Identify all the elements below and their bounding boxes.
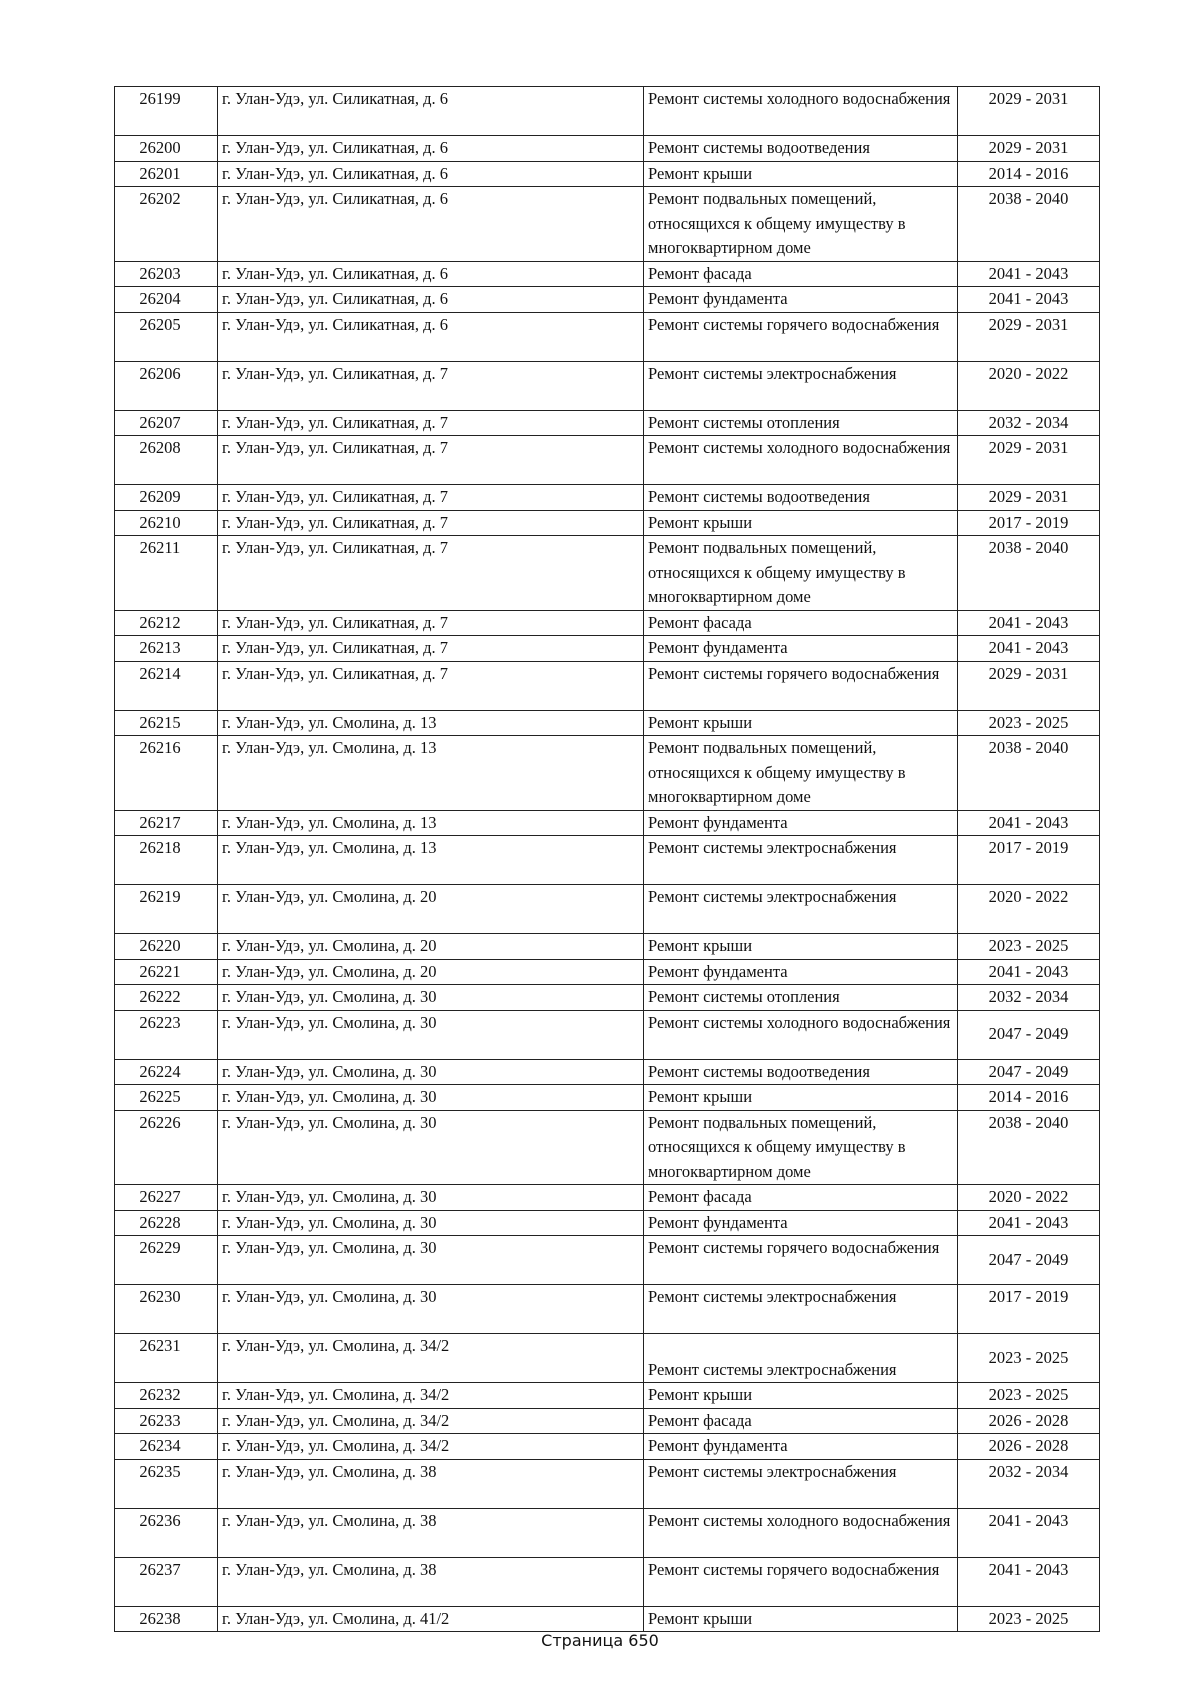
row-work-type: Ремонт системы холодного водоснабжения <box>644 1010 958 1059</box>
row-work-type: Ремонт системы холодного водоснабжения <box>644 436 958 485</box>
row-address: г. Улан-Удэ, ул. Смолина, д. 34/2 <box>218 1383 644 1409</box>
row-work-type: Ремонт фундамента <box>644 287 958 313</box>
row-number: 26215 <box>115 710 218 736</box>
row-number: 26201 <box>115 161 218 187</box>
row-work-type: Ремонт подвальных помещений, относящихся к общему имуществу в многоквартирном доме <box>644 536 958 611</box>
row-number: 26237 <box>115 1557 218 1606</box>
row-address: г. Улан-Удэ, ул. Смолина, д. 20 <box>218 959 644 985</box>
row-period: 2029 - 2031 <box>958 661 1100 710</box>
table-row <box>115 1508 1100 1557</box>
row-number: 26230 <box>115 1285 218 1334</box>
table-row <box>115 1110 1100 1185</box>
row-address: г. Улан-Удэ, ул. Силикатная, д. 7 <box>218 485 644 511</box>
row-work-type: Ремонт подвальных помещений, относящихся к общему имуществу в многоквартирном доме <box>644 187 958 262</box>
table-row <box>115 810 1100 836</box>
table-row <box>115 610 1100 636</box>
table-row <box>115 661 1100 710</box>
row-number: 26224 <box>115 1059 218 1085</box>
table-row <box>115 1334 1100 1383</box>
table-row <box>115 1285 1100 1334</box>
row-period: 2017 - 2019 <box>958 1285 1100 1334</box>
row-address: г. Улан-Удэ, ул. Силикатная, д. 6 <box>218 312 644 361</box>
row-period: 2023 - 2025 <box>958 1334 1100 1383</box>
row-number: 26234 <box>115 1434 218 1460</box>
row-period: 2029 - 2031 <box>958 436 1100 485</box>
row-period: 2023 - 2025 <box>958 1606 1100 1632</box>
row-number: 26226 <box>115 1110 218 1185</box>
row-period: 2032 - 2034 <box>958 1459 1100 1508</box>
row-number: 26229 <box>115 1236 218 1285</box>
row-period: 2047 - 2049 <box>958 1236 1100 1285</box>
row-number: 26236 <box>115 1508 218 1557</box>
page-number: Страница 650 <box>541 1631 659 1650</box>
table-row <box>115 361 1100 410</box>
row-number: 26207 <box>115 410 218 436</box>
row-period: 2041 - 2043 <box>958 636 1100 662</box>
row-number: 26218 <box>115 836 218 885</box>
row-address: г. Улан-Удэ, ул. Смолина, д. 13 <box>218 710 644 736</box>
row-address: г. Улан-Удэ, ул. Смолина, д. 30 <box>218 1236 644 1285</box>
row-period: 2029 - 2031 <box>958 136 1100 162</box>
table-row <box>115 410 1100 436</box>
row-period: 2041 - 2043 <box>958 1210 1100 1236</box>
row-address: г. Улан-Удэ, ул. Смолина, д. 20 <box>218 885 644 934</box>
row-period: 2020 - 2022 <box>958 885 1100 934</box>
row-address: г. Улан-Удэ, ул. Силикатная, д. 7 <box>218 410 644 436</box>
row-period: 2047 - 2049 <box>958 1059 1100 1085</box>
row-address: г. Улан-Удэ, ул. Смолина, д. 34/2 <box>218 1434 644 1460</box>
table-row <box>115 1434 1100 1460</box>
row-address: г. Улан-Удэ, ул. Смолина, д. 30 <box>218 1210 644 1236</box>
row-period: 2047 - 2049 <box>958 1010 1100 1059</box>
row-period: 2041 - 2043 <box>958 1508 1100 1557</box>
row-address: г. Улан-Удэ, ул. Смолина, д. 38 <box>218 1508 644 1557</box>
table-row <box>115 1210 1100 1236</box>
row-address: г. Улан-Удэ, ул. Смолина, д. 13 <box>218 836 644 885</box>
row-number: 26225 <box>115 1085 218 1111</box>
row-address: г. Улан-Удэ, ул. Смолина, д. 34/2 <box>218 1408 644 1434</box>
row-work-type: Ремонт системы электроснабжения <box>644 361 958 410</box>
row-number: 26199 <box>115 87 218 136</box>
table-row <box>115 1606 1100 1632</box>
table-row <box>115 1059 1100 1085</box>
row-work-type: Ремонт фасада <box>644 610 958 636</box>
row-number: 26216 <box>115 736 218 811</box>
row-work-type: Ремонт фундамента <box>644 810 958 836</box>
row-number: 26202 <box>115 187 218 262</box>
row-period: 2041 - 2043 <box>958 959 1100 985</box>
row-work-type: Ремонт фасада <box>644 1408 958 1434</box>
row-work-type: Ремонт фундамента <box>644 1434 958 1460</box>
table-row <box>115 1557 1100 1606</box>
table-row <box>115 87 1100 136</box>
row-period: 2032 - 2034 <box>958 985 1100 1011</box>
row-address: г. Улан-Удэ, ул. Силикатная, д. 6 <box>218 161 644 187</box>
row-address: г. Улан-Удэ, ул. Силикатная, д. 6 <box>218 136 644 162</box>
row-period: 2014 - 2016 <box>958 1085 1100 1111</box>
row-address: г. Улан-Удэ, ул. Смолина, д. 30 <box>218 985 644 1011</box>
row-work-type: Ремонт системы электроснабжения <box>644 1285 958 1334</box>
row-number: 26238 <box>115 1606 218 1632</box>
row-work-type: Ремонт системы горячего водоснабжения <box>644 661 958 710</box>
row-number: 26220 <box>115 934 218 960</box>
row-work-type: Ремонт фасада <box>644 1185 958 1211</box>
row-address: г. Улан-Удэ, ул. Смолина, д. 30 <box>218 1185 644 1211</box>
row-number: 26205 <box>115 312 218 361</box>
row-work-type: Ремонт крыши <box>644 1606 958 1632</box>
row-address: г. Улан-Удэ, ул. Силикатная, д. 7 <box>218 361 644 410</box>
row-address: г. Улан-Удэ, ул. Смолина, д. 30 <box>218 1085 644 1111</box>
row-number: 26222 <box>115 985 218 1011</box>
row-work-type: Ремонт системы водоотведения <box>644 1059 958 1085</box>
row-address: г. Улан-Удэ, ул. Силикатная, д. 7 <box>218 436 644 485</box>
table-row <box>115 1236 1100 1285</box>
row-work-type: Ремонт подвальных помещений, относящихся к общему имуществу в многоквартирном доме <box>644 1110 958 1185</box>
row-period: 2041 - 2043 <box>958 287 1100 313</box>
row-period: 2020 - 2022 <box>958 1185 1100 1211</box>
row-period: 2026 - 2028 <box>958 1434 1100 1460</box>
table-row <box>115 436 1100 485</box>
row-work-type: Ремонт крыши <box>644 934 958 960</box>
row-number: 26214 <box>115 661 218 710</box>
row-period: 2041 - 2043 <box>958 810 1100 836</box>
row-address: г. Улан-Удэ, ул. Силикатная, д. 6 <box>218 287 644 313</box>
row-period: 2032 - 2034 <box>958 410 1100 436</box>
row-number: 26209 <box>115 485 218 511</box>
row-address: г. Улан-Удэ, ул. Смолина, д. 30 <box>218 1010 644 1059</box>
row-address: г. Улан-Удэ, ул. Смолина, д. 13 <box>218 736 644 811</box>
table-row <box>115 261 1100 287</box>
row-period: 2017 - 2019 <box>958 510 1100 536</box>
row-number: 26210 <box>115 510 218 536</box>
row-work-type: Ремонт системы электроснабжения <box>644 1334 958 1383</box>
row-period: 2038 - 2040 <box>958 187 1100 262</box>
row-number: 26219 <box>115 885 218 934</box>
row-address: г. Улан-Удэ, ул. Смолина, д. 38 <box>218 1557 644 1606</box>
row-address: г. Улан-Удэ, ул. Силикатная, д. 6 <box>218 261 644 287</box>
row-period: 2023 - 2025 <box>958 710 1100 736</box>
row-address: г. Улан-Удэ, ул. Силикатная, д. 7 <box>218 610 644 636</box>
row-period: 2023 - 2025 <box>958 934 1100 960</box>
row-address: г. Улан-Удэ, ул. Силикатная, д. 7 <box>218 661 644 710</box>
table-row <box>115 1185 1100 1211</box>
row-number: 26227 <box>115 1185 218 1211</box>
table-row <box>115 959 1100 985</box>
table-row <box>115 985 1100 1011</box>
row-work-type: Ремонт системы горячего водоснабжения <box>644 1557 958 1606</box>
row-work-type: Ремонт подвальных помещений, относящихся к общему имуществу в многоквартирном доме <box>644 736 958 811</box>
table-row <box>115 934 1100 960</box>
row-work-type: Ремонт системы горячего водоснабжения <box>644 312 958 361</box>
row-work-type: Ремонт фундамента <box>644 636 958 662</box>
row-period: 2026 - 2028 <box>958 1408 1100 1434</box>
row-number: 26211 <box>115 536 218 611</box>
row-number: 26231 <box>115 1334 218 1383</box>
row-period: 2029 - 2031 <box>958 312 1100 361</box>
row-number: 26200 <box>115 136 218 162</box>
row-work-type: Ремонт крыши <box>644 710 958 736</box>
row-work-type: Ремонт системы холодного водоснабжения <box>644 87 958 136</box>
row-number: 26232 <box>115 1383 218 1409</box>
table-row <box>115 287 1100 313</box>
row-address: г. Улан-Удэ, ул. Смолина, д. 41/2 <box>218 1606 644 1632</box>
row-address: г. Улан-Удэ, ул. Силикатная, д. 6 <box>218 187 644 262</box>
row-address: г. Улан-Удэ, ул. Силикатная, д. 7 <box>218 536 644 611</box>
row-work-type: Ремонт системы холодного водоснабжения <box>644 1508 958 1557</box>
row-address: г. Улан-Удэ, ул. Смолина, д. 30 <box>218 1110 644 1185</box>
row-number: 26213 <box>115 636 218 662</box>
row-period: 2029 - 2031 <box>958 485 1100 511</box>
row-address: г. Улан-Удэ, ул. Силикатная, д. 7 <box>218 636 644 662</box>
table-row <box>115 536 1100 611</box>
table-row <box>115 885 1100 934</box>
table-row <box>115 736 1100 811</box>
row-number: 26203 <box>115 261 218 287</box>
row-number: 26204 <box>115 287 218 313</box>
table-row <box>115 312 1100 361</box>
row-work-type: Ремонт системы горячего водоснабжения <box>644 1236 958 1285</box>
row-work-type: Ремонт фундамента <box>644 1210 958 1236</box>
table-row <box>115 1383 1100 1409</box>
row-number: 26208 <box>115 436 218 485</box>
table-row <box>115 636 1100 662</box>
row-work-type: Ремонт крыши <box>644 161 958 187</box>
row-number: 26212 <box>115 610 218 636</box>
row-work-type: Ремонт системы отопления <box>644 985 958 1011</box>
row-work-type: Ремонт фундамента <box>644 959 958 985</box>
row-period: 2014 - 2016 <box>958 161 1100 187</box>
row-address: г. Улан-Удэ, ул. Смолина, д. 30 <box>218 1059 644 1085</box>
row-address: г. Улан-Удэ, ул. Смолина, д. 13 <box>218 810 644 836</box>
row-address: г. Улан-Удэ, ул. Смолина, д. 34/2 <box>218 1334 644 1383</box>
table-row <box>115 710 1100 736</box>
row-work-type: Ремонт крыши <box>644 1383 958 1409</box>
row-work-type: Ремонт системы электроснабжения <box>644 1459 958 1508</box>
table-row <box>115 187 1100 262</box>
row-period: 2038 - 2040 <box>958 736 1100 811</box>
row-number: 26235 <box>115 1459 218 1508</box>
table-row <box>115 1408 1100 1434</box>
row-work-type: Ремонт системы электроснабжения <box>644 885 958 934</box>
row-period: 2029 - 2031 <box>958 87 1100 136</box>
row-work-type: Ремонт крыши <box>644 1085 958 1111</box>
row-period: 2041 - 2043 <box>958 261 1100 287</box>
row-number: 26223 <box>115 1010 218 1059</box>
row-work-type: Ремонт системы отопления <box>644 410 958 436</box>
row-number: 26206 <box>115 361 218 410</box>
row-period: 2023 - 2025 <box>958 1383 1100 1409</box>
row-address: г. Улан-Удэ, ул. Силикатная, д. 6 <box>218 87 644 136</box>
row-period: 2038 - 2040 <box>958 536 1100 611</box>
row-period: 2041 - 2043 <box>958 610 1100 636</box>
table-row <box>115 485 1100 511</box>
repair-schedule-table <box>114 86 1100 1632</box>
table-row <box>115 1459 1100 1508</box>
table-body <box>115 87 1100 1632</box>
row-work-type: Ремонт системы водоотведения <box>644 136 958 162</box>
row-period: 2038 - 2040 <box>958 1110 1100 1185</box>
table-row <box>115 836 1100 885</box>
row-period: 2020 - 2022 <box>958 361 1100 410</box>
row-number: 26233 <box>115 1408 218 1434</box>
row-number: 26221 <box>115 959 218 985</box>
row-work-type: Ремонт системы водоотведения <box>644 485 958 511</box>
row-address: г. Улан-Удэ, ул. Смолина, д. 20 <box>218 934 644 960</box>
row-period: 2017 - 2019 <box>958 836 1100 885</box>
row-address: г. Улан-Удэ, ул. Смолина, д. 30 <box>218 1285 644 1334</box>
table-row <box>115 1010 1100 1059</box>
table-row <box>115 1085 1100 1111</box>
row-number: 26217 <box>115 810 218 836</box>
table-row <box>115 510 1100 536</box>
row-work-type: Ремонт системы электроснабжения <box>644 836 958 885</box>
table-row <box>115 136 1100 162</box>
row-address: г. Улан-Удэ, ул. Смолина, д. 38 <box>218 1459 644 1508</box>
row-period: 2041 - 2043 <box>958 1557 1100 1606</box>
row-work-type: Ремонт крыши <box>644 510 958 536</box>
row-number: 26228 <box>115 1210 218 1236</box>
row-address: г. Улан-Удэ, ул. Силикатная, д. 7 <box>218 510 644 536</box>
table-row <box>115 161 1100 187</box>
row-work-type: Ремонт фасада <box>644 261 958 287</box>
